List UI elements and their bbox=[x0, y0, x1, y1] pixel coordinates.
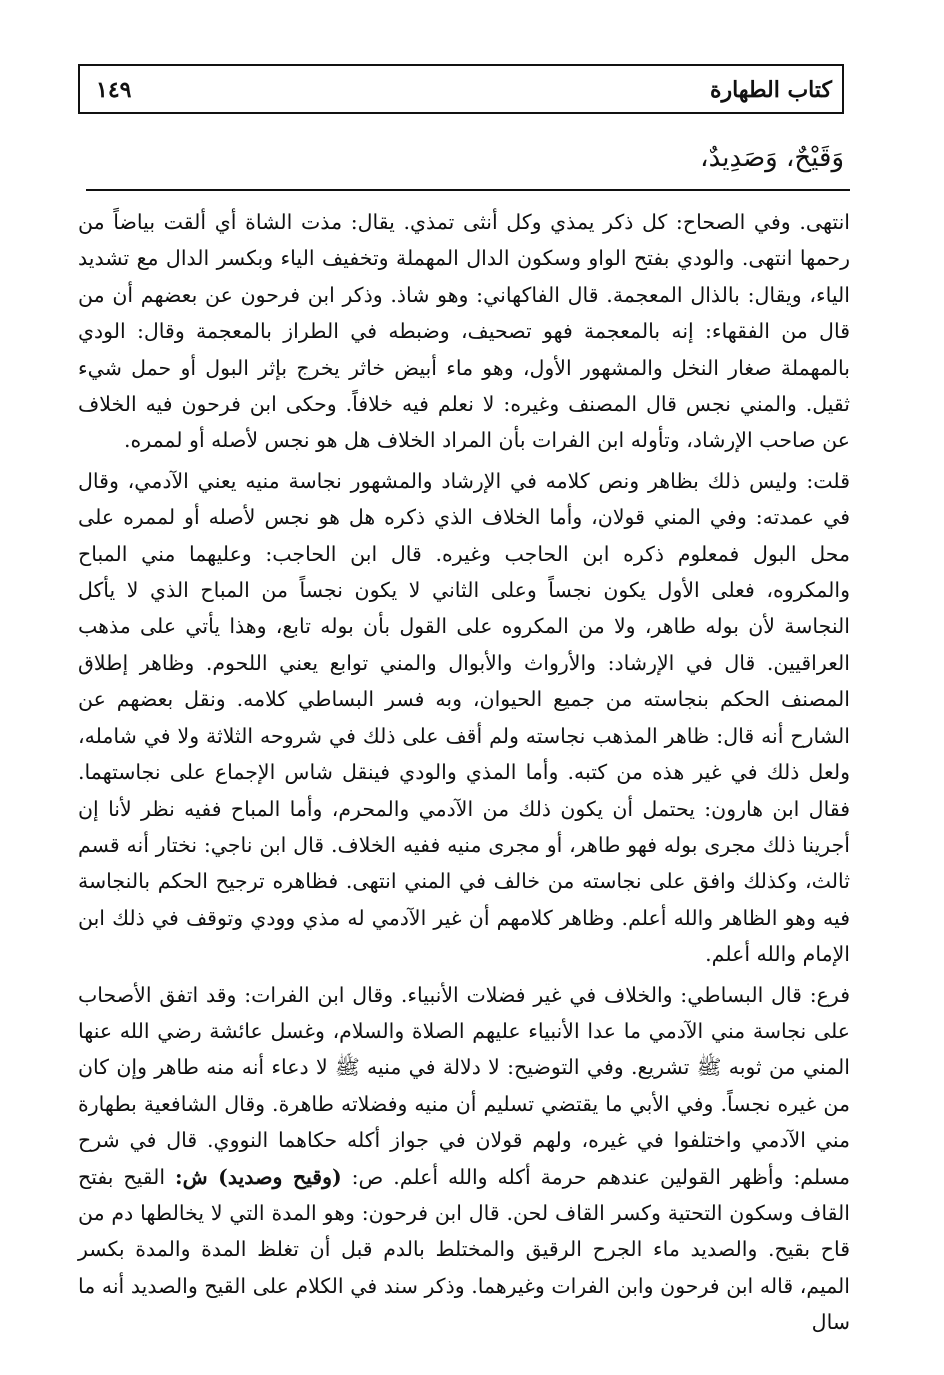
commentary-paragraph-2: قلت: وليس ذلك بظاهر ونص كلامه في الإرشاد والمشهور نجاسة منيه يعني الآدمي، وقال في عمدته: وفي المني قولان، وأما الخلاف الذي ذكره هل هو نجس لأصله أو لممره على محل البول فمعلوم ذكره ابن الحاجب وغيره. قال ابن الحاجب: وعليهما مني المباح والمكروه، فعلى الأول يكون نجساً وعلى الثاني لا يكون نجساً من المباح الذي لا يأكل النجاسة لأن بوله طاهر، ولا من المكروه على القول بأن بوله تابع، وهذا يأتي على مذهب العراقيين. قال في الإرشاد: والأرواث والأبوال والمني توابع يعني اللحوم. وظاهر إطلاق المصنف الحكم بنجاسته من جميع الحيوان، وبه فسر البساطي كلامه. ونقل بعضهم عن الشارح أنه قال: ظاهر المذهب نجاسته ولم أقف على ذلك في شروحه الثلاثة ولا في شامله، ولعل ذلك في غير هذه من كتبه. وأما المذي والودي فينقل شاس الإجماع على نجاستهما. فقال ابن هارون: يحتمل أن يكون ذلك من الآدمي والمحرم، وأما المباح ففيه نظر لأنا إن أجرينا ذلك مجرى بوله فهو طاهر، أو مجرى منيه ففيه الخلاف. قال ابن ناجي: نختار أنه قسم ثالث، وكذلك وافق على نجاسته من خالف في المني انتهى. فظاهره ترجيح الحكم بالنجاسة فيه وهو الظاهر والله أعلم. وظاهر كلامهم أن غير الآدمي له مذي وودي وتوقف في ذلك ابن الإمام والله أعلم. bbox=[78, 468, 850, 967]
paragraph-3-text-b: القيح بفتح القاف وسكون التحتية وكسر القاف لحن. قال ابن فرحون: وهو المدة التي لا يخالطها دم من قاح بقيح. والصديد ماء الجرح الرقيق والمختلط بالدم قبل أن تغلظ المدة والمدة بكسر الميم، قاله ابن فرحون وابن الفرات وغيرهما. وذكر سند في الكلام على القيح والصديد أنه ما سال bbox=[78, 1164, 850, 1335]
commentary bbox=[78, 204, 850, 1341]
commentary-paragraph-1: انتهى. وفي الصحاح: كل ذكر يمذي وكل أنثى تمذي. يقال: مذت الشاة أي ألقت بياضاً من رحمها انتهى. والودي بفتح الواو وسكون الدال المهملة وتخفيف الياء وبكسر الدال مع تشديد الياء، ويقال: بالذال المعجمة. قال الفاكهاني: وهو شاذ. وذكر ابن فرحون عن بعضهم أن من قال من الفقهاء: إنه بالمعجمة فهو تصحيف، وضبطه في الطراز بالمعجمة وقال: الودي بالمهملة صغار النخل والمشهور الأول، وهو ماء أبيض خاثر يخرج بإثر البول أو حمل شيء ثقيل. والمني نجس قال المصنف وغيره: لا نعلم فيه خلافاً. وحكى ابن فرحون فيه الخلاف عن صاحب الإرشاد، وتأوله ابن الفرات بأن المراد الخلاف هل هو نجس لأصله أو لممره. bbox=[78, 210, 850, 453]
separator-rule bbox=[86, 189, 850, 191]
book-title: كتاب الطهارة bbox=[709, 77, 832, 103]
page-number: ١٤٩ bbox=[96, 77, 132, 103]
paragraph-3-text-a: فرع: قال البساطي: والخلاف في غير فضلات الأنبياء. وقال ابن الفرات: وقد اتفق الأصحاب على نجاسة مني الآدمي ما عدا الأنبياء عليهم الصلاة والسلام، وغسل عائشة رضي الله عنها المني من ثوبه ﷺ تشريع. وفي التوضيح: لا دلالة في منيه ﷺ لا دعاء أنه منه طاهر وإن كان من غيره نجساً. وفي الأبي ما يقتضي تسليم أن منيه وفضلاته طاهرة. وقال الشافعية بطهارة مني الآدمي واختلفوا في غيره، ولهم قولان في جواز أكله حكاهما النووي. قال في شرح مسلم: وأظهر القولين عندهم حرمة أكله والله أعلم. ص: bbox=[78, 982, 850, 1189]
running-header bbox=[78, 64, 844, 114]
matn-quote: (وقيح وصديد) ش: bbox=[175, 1164, 342, 1189]
matn-text: وَقَيْحٌ، وَصَدِيدٌ، bbox=[700, 143, 844, 173]
commentary-paragraph-3 bbox=[78, 977, 850, 1341]
